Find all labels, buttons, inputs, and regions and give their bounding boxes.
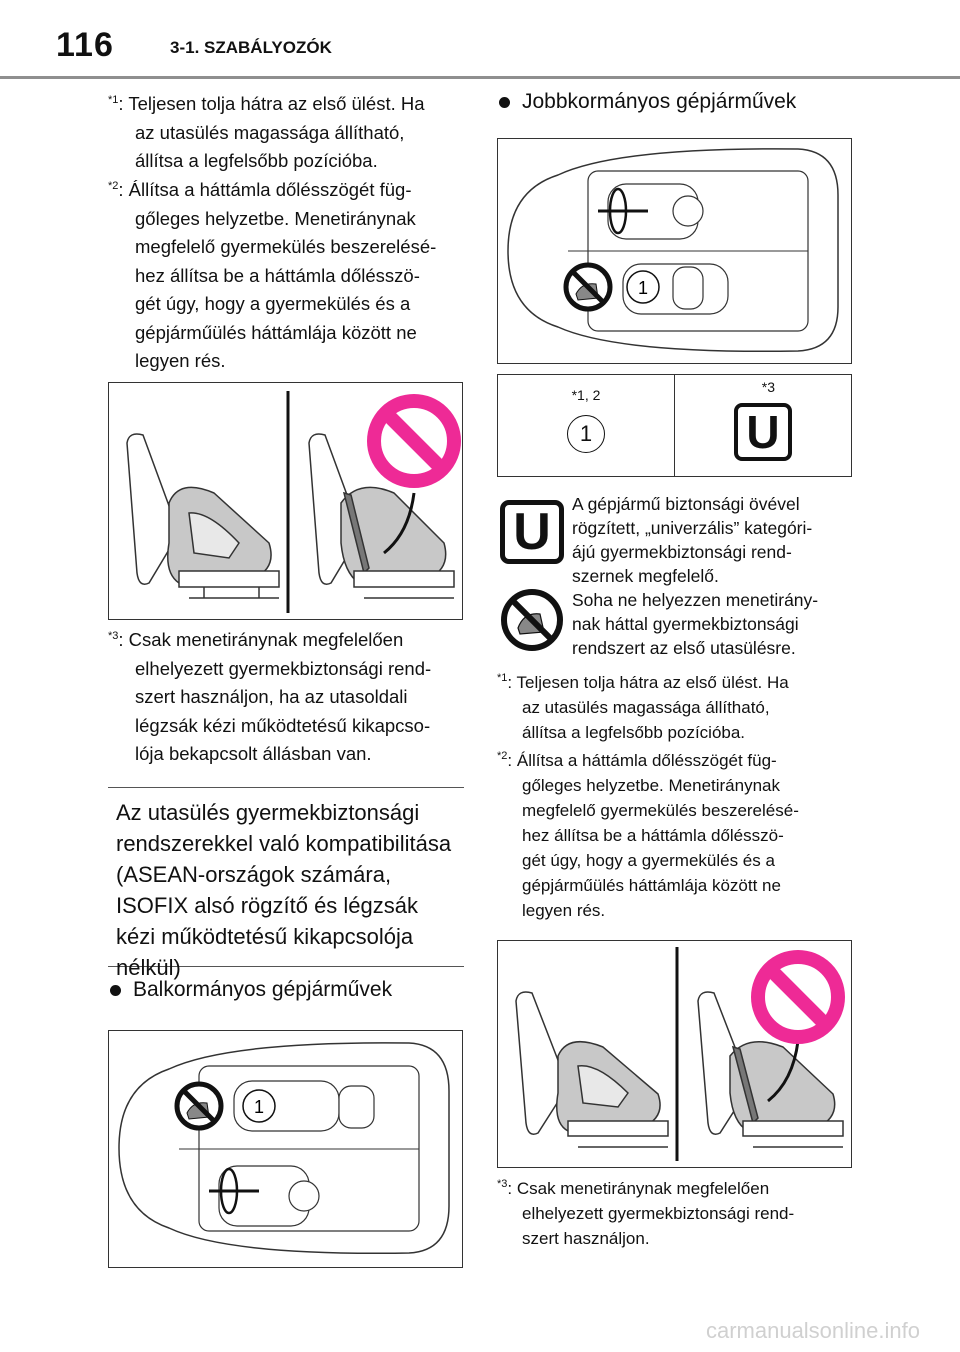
note-line: elhelyezett gyermekbiztonsági rend-	[135, 657, 432, 679]
rhd-bullet	[499, 90, 796, 114]
table-header: *1, 2	[571, 387, 601, 403]
child-seat-icon	[127, 434, 279, 598]
bullet-text: Balkormányos gépjárművek	[133, 978, 393, 1001]
prohibition-icon	[758, 957, 838, 1037]
note-line: : Állítsa a háttámla dőlésszögét füg-	[118, 179, 412, 200]
bullet-dot	[499, 97, 510, 108]
note-line: : Teljesen tolja hátra az első ülést. Ha	[118, 93, 425, 114]
footnote-mark: *1	[497, 672, 508, 684]
note-line: gépjárműülés háttámlája között ne	[522, 876, 781, 895]
note-line: legyen rés.	[522, 901, 606, 920]
table-header: *3	[761, 379, 775, 395]
note-line: légzsák kézi működtetésű kikapcso-	[135, 714, 431, 736]
note-line: állítsa a legfelsőbb pozícióba.	[522, 723, 746, 742]
note-line: elhelyezett gyermekbiztonsági rend-	[522, 1204, 795, 1223]
lhd-car-diagram	[108, 1030, 463, 1268]
seat-recline-figure-left	[108, 382, 463, 620]
footnote-mark: *1	[108, 94, 119, 106]
note-line: szert használjon.	[522, 1229, 650, 1248]
compatibility-heading: Az utasülés gyermekbiztonsági rendszerekkel való kompatibilitása (ASEAN-országok számára, ISOFIX alsó rögzítő és légzsák kézi működtetésű kikapcsolója nélkül)	[116, 800, 452, 980]
seat-recline-figure-right	[497, 940, 852, 1168]
note-line: gét úgy, hogy a gyermekülés és a	[135, 293, 411, 314]
child-seat-icon	[516, 992, 668, 1147]
prohibition-icon	[374, 401, 454, 481]
child-seat-illustration	[498, 941, 850, 1166]
note-line: gőleges helyzetbe. Menetiránynak	[522, 776, 780, 795]
legend-universal: A gépjármű biztonsági övével rögzített, „univerzális” kategóri- ájú gyermekbiztonsági rend- szernek megfelelő.	[572, 494, 813, 586]
legend-no-rearward: Soha ne helyezzen menetirány- nak háttal gyermekbiztonsági rendszert az első utasülésre.	[572, 590, 819, 658]
footnote-mark: *2	[108, 180, 119, 192]
left-note-1	[108, 90, 468, 176]
svg-text:1: 1	[253, 1097, 265, 1117]
note-line: legyen rés.	[135, 350, 226, 371]
universal-icon: U	[734, 403, 792, 461]
footnote-mark: *3	[497, 1178, 508, 1190]
no-rearward-seat-icon	[566, 265, 610, 309]
note-line: : Teljesen tolja hátra az első ülést. Ha	[507, 673, 789, 692]
note-line: szert használjon, ha az utasoldali	[135, 686, 408, 707]
bullet-text: Jobbkormányos gépjárművek	[522, 90, 797, 113]
right-note-1	[497, 670, 857, 745]
section-title: 3-1. SZABÁLYOZÓK	[170, 38, 332, 57]
car-topview	[498, 139, 850, 362]
compatibility-heading-box	[108, 787, 464, 980]
category-1-icon: 1	[567, 415, 605, 453]
page-number: 116	[56, 26, 114, 64]
compatibility-table	[497, 374, 852, 477]
rhd-car-diagram	[497, 138, 852, 364]
child-seat-illustration	[109, 383, 461, 618]
note-line: hez állítsa be a háttámla dőlésszö-	[522, 826, 784, 845]
note-line: gét úgy, hogy a gyermekülés és a	[522, 851, 775, 870]
table-col-2	[675, 375, 851, 476]
driver-seat	[598, 184, 703, 239]
note-line: gőleges helyzetbe. Menetiránynak	[135, 207, 416, 229]
footnote-mark: *3	[108, 630, 119, 642]
universal-icon: U	[500, 500, 564, 564]
bullet-dot	[110, 985, 121, 996]
no-rearward-seat-icon	[500, 588, 564, 652]
note-line: az utasülés magassága állítható,	[135, 121, 405, 143]
left-note-2	[108, 176, 468, 376]
left-note-3	[108, 626, 468, 769]
note-line: gépjárműülés háttámlája között ne	[135, 321, 417, 343]
note-line: megfelelő gyermekülés beszerelésé-	[135, 236, 437, 257]
note-line: megfelelő gyermekülés beszerelésé-	[522, 801, 799, 820]
driver-seat	[209, 1166, 319, 1226]
footnote-mark: *2	[497, 750, 508, 762]
note-line: az utasülés magassága állítható,	[522, 698, 770, 717]
note-line: állítsa a legfelsőbb pozícióba.	[135, 150, 378, 171]
right-note-2	[497, 748, 857, 923]
watermark: carmanualsonline.info	[705, 1318, 920, 1343]
note-line: : Csak menetiránynak megfelelően	[507, 1179, 770, 1198]
note-line: : Csak menetiránynak megfelelően	[118, 629, 404, 650]
table-col-1	[498, 375, 675, 476]
note-line: hez állítsa be a háttámla dőlésszö-	[135, 264, 420, 286]
header-divider	[0, 76, 960, 79]
car-topview	[109, 1031, 461, 1266]
svg-text:1: 1	[637, 278, 649, 298]
no-rearward-seat-icon	[177, 1084, 221, 1128]
right-note-3	[497, 1176, 857, 1251]
lhd-bullet	[110, 978, 392, 1002]
note-line: lója bekapcsolt állásban van.	[135, 743, 372, 764]
note-line: : Állítsa a háttámla dőlésszögét füg-	[507, 751, 777, 770]
